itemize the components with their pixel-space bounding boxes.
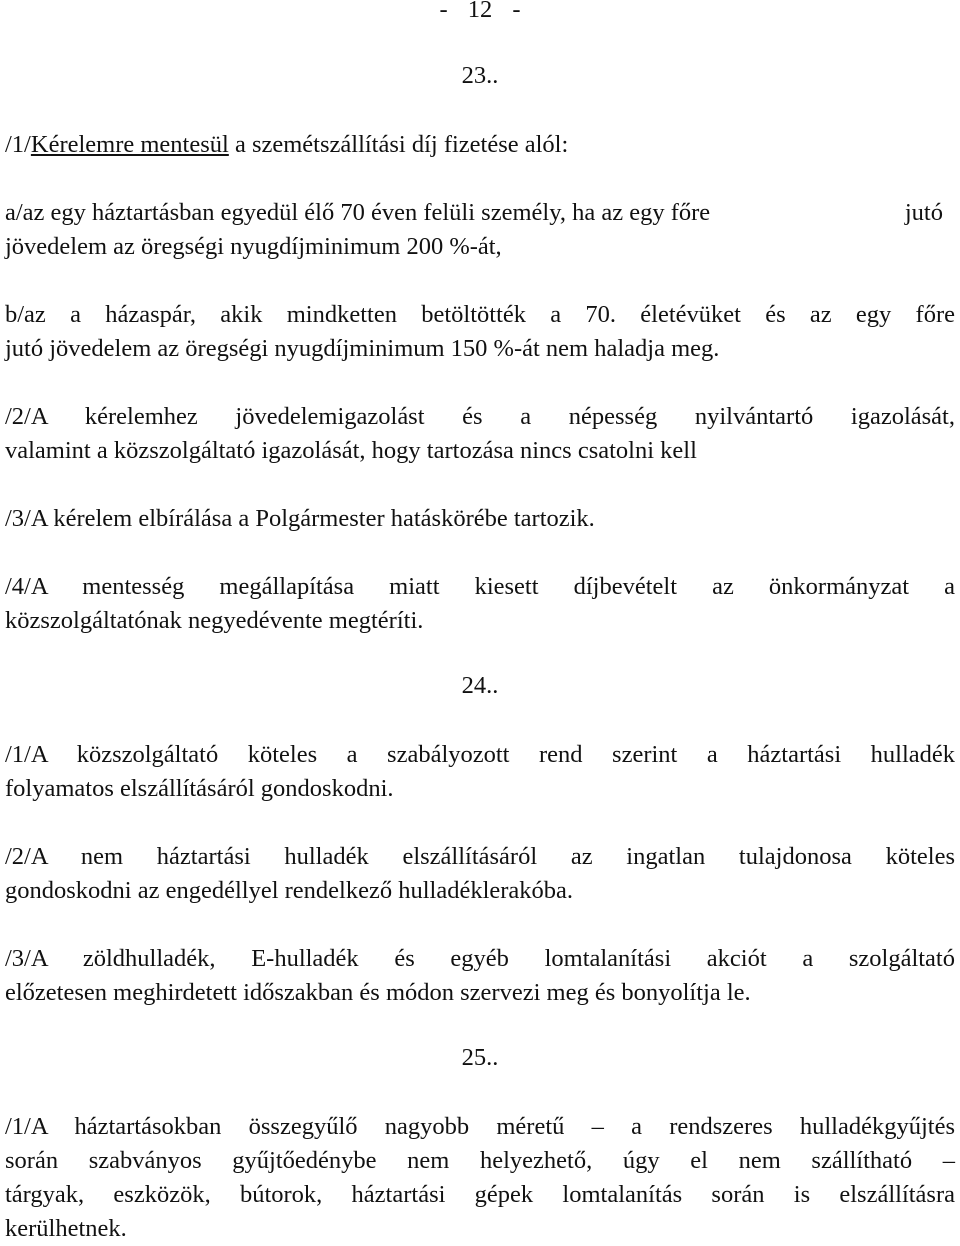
paragraph-3-text: /3/A kérelem elbírálása a Polgármester hatáskörébe tartozik.: [5, 505, 595, 532]
paragraph-text: a szemétszállítási díj fizetése alól:: [228, 131, 569, 158]
paragraph-2-line-1: /2/A nem háztartási hulladék elszállításáról az ingatlan tulajdonosa köteles: [5, 843, 955, 870]
paragraph-2-line-2: gondoskodni az engedéllyel rendelkező hulladéklerakóba.: [5, 877, 574, 904]
item-a-line-2: jövedelem az öregségi nyugdíjminimum 200 %-át,: [5, 233, 502, 260]
section-24-paragraph-3: [5, 942, 955, 1010]
section-24-paragraph-2: [5, 840, 955, 908]
section-23-paragraph-2: [5, 400, 955, 468]
section-25-paragraph-1: [5, 1110, 955, 1246]
page-number: [0, 0, 960, 24]
section-23-item-a: [5, 196, 955, 264]
section-23-paragraph-4: [5, 570, 955, 638]
section-25-heading: 25..: [461, 1044, 499, 1071]
paragraph-3-line-1: /3/A zöldhulladék, E-hulladék és egyéb lomtalanítási akciót a szolgáltató: [5, 945, 955, 972]
item-a-line-1-end: jutó: [904, 199, 943, 226]
paragraph-1-line-1: /1/A háztartásokban összegyűlő nagyobb méretű – a rendszeres hulladékgyűjtés: [5, 1113, 955, 1140]
paragraph-3-line-2: előzetesen meghirdetett időszakban és módon szervezi meg és bonyolítja le.: [5, 979, 751, 1006]
section-23-paragraph-1: [5, 128, 955, 162]
paragraph-1-line-2: folyamatos elszállításáról gondoskodni.: [5, 775, 394, 802]
item-b-line-2: jutó jövedelem az öregségi nyugdíjminimum 150 %-át nem haladja meg.: [5, 335, 720, 362]
paragraph-1-line-3: tárgyak, eszközök, bútorok, háztartási gépek lomtalanítás során is elszállításra: [5, 1181, 955, 1208]
section-24-heading: 24..: [461, 672, 499, 699]
underlined-phrase: Kérelemre mentesül: [30, 131, 229, 158]
paragraph-4-line-2: közszolgáltatónak negyedévente megtéríti.: [5, 607, 424, 634]
item-b-line-1: b/az a házaspár, akik mindketten betöltötték a 70. életévüket és az egy főre: [5, 301, 955, 328]
item-a-line-1: a/az egy háztartásban egyedül élő 70 éven felüli személy, ha az egy főre: [5, 199, 711, 226]
paragraph-1-line-4: kerülhetnek.: [5, 1215, 127, 1242]
section-23-heading: 23..: [461, 62, 499, 89]
paragraph-2-line-2: valamint a közszolgáltató igazolását, hogy tartozása nincs csatolni kell: [5, 437, 697, 464]
paragraph-1-line-1: /1/A közszolgáltató köteles a szabályozott rend szerint a háztartási hulladék: [5, 741, 955, 768]
page-number-text: - 12 -: [439, 0, 521, 23]
section-23-item-b: [5, 298, 955, 366]
paragraph-number: /1/: [5, 131, 31, 158]
section-24-paragraph-1: [5, 738, 955, 806]
paragraph-1-line-2: során szabványos gyűjtőedénybe nem helyezhető, úgy el nem szállítható –: [5, 1147, 955, 1174]
section-23-paragraph-3: [5, 502, 955, 536]
paragraph-4-line-1: /4/A mentesség megállapítása miatt kiesett díjbevételt az önkormányzat a: [5, 573, 955, 600]
paragraph-2-line-1: /2/A kérelemhez jövedelemigazolást és a népesség nyilvántartó igazolását,: [5, 403, 955, 430]
document-page: [5, 0, 955, 1242]
